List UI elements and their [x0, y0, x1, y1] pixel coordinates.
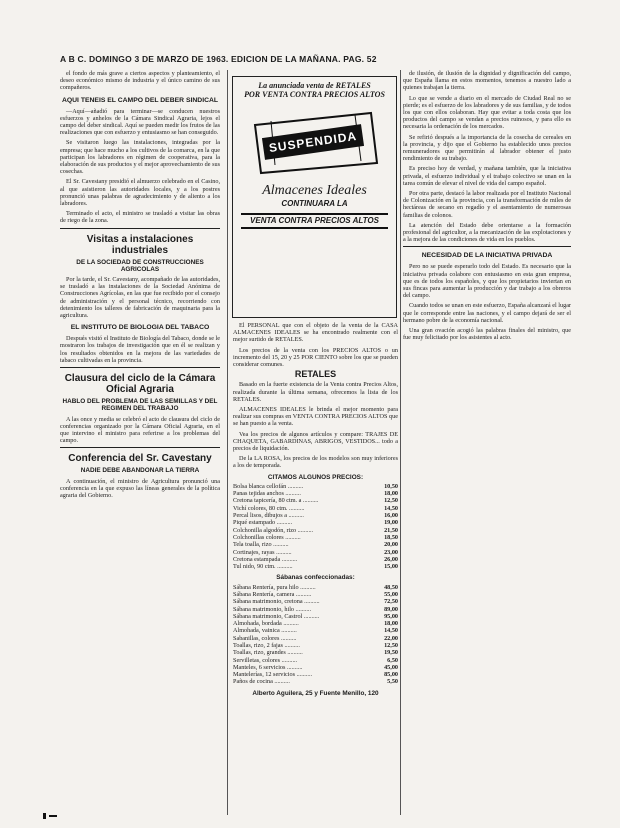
store-logo-text: Almacenes Ideales [262, 183, 367, 198]
ad-headline-line-2: POR VENTA CONTRA PRECIOS ALTOS [244, 90, 385, 99]
price-row [233, 549, 398, 556]
price-row [233, 678, 398, 685]
paragraph: Después visitó el Instituto de Biología del Tabaco, donde se le mostraron los trabajos de investigación que en él se realizan y los resultados obtenidos en la mejora de las variedades de tabaco cultivadas en la provincia. [60, 335, 220, 364]
price-item-name: Toallas, rizo, 2 fajas .......... [233, 642, 300, 649]
price-row [233, 606, 398, 613]
paragraph: de ilusión, de ilusión de la dignidad y dignificación del campo, que España llama en estos momentos, tenemos a nuestro lado a quienes trabajan la tierra. [403, 70, 571, 92]
price-row [233, 527, 398, 534]
page-corner-mark [42, 812, 58, 820]
price-row [233, 613, 398, 620]
price-item-value: 23,00 [384, 548, 398, 556]
suspended-stamp: SUSPENDIDA [261, 124, 363, 160]
price-row [233, 671, 398, 678]
price-item-name: Sábana matrimonio, Castrol .......... [233, 612, 320, 620]
price-item-value: 19,00 [384, 519, 398, 527]
price-row [233, 584, 398, 591]
column-left [60, 70, 220, 815]
divider [60, 447, 220, 448]
price-item-name: Piqué estampado .......... [233, 519, 293, 527]
paragraph: A continuación, el ministro de Agricultura pronunció una conferencia en la que expuso las líneas generales de la política agraria del Gobierno. [60, 477, 220, 499]
price-item-name: Sabanillas, colores .......... [233, 634, 297, 642]
corner-mark-icon [42, 812, 58, 820]
ad-continuation: CONTINUARA LA [281, 199, 348, 208]
price-row [233, 563, 398, 570]
price-item-name: Colchonillas colores .......... [233, 533, 301, 541]
price-item-name: Almohada, bordada .......... [233, 620, 299, 628]
price-row [233, 534, 398, 541]
column-rule-left [227, 70, 228, 815]
price-item-value: 10,50 [384, 482, 398, 490]
divider [60, 228, 220, 229]
divider [60, 367, 220, 368]
paragraph: Lo que se vende a diario en el mercado de Ciudad Real no se pierde; es el esfuerzo de los labradores y de sus familias, y de todos los que con ellos colaboran. Hay que evitar a toda costa que los productos del campo se vendan a precios ruinosos, y para ello es necesaria la ordenación de los mercados. [403, 94, 571, 131]
paragraph: Cuando todos se unan en este esfuerzo, España alcanzará el lugar que le corresponde entre las naciones, y el campo dejará de ser el hermano pobre de la economía nacional. [403, 302, 571, 324]
price-item-name: Cortinajes, rayas .......... [233, 548, 292, 556]
price-item-value: 19,50 [384, 649, 398, 657]
price-row [233, 541, 398, 548]
price-row [233, 649, 398, 656]
ad-slogan: VENTA CONTRA PRECIOS ALTOS [241, 213, 388, 229]
price-item-name: Almohada, vainica .......... [233, 627, 297, 635]
paragraph: Terminado el acto, el ministro se trasladó a visitar las obras de riego de la zona. [60, 210, 220, 225]
price-row [233, 497, 398, 504]
column-right [403, 70, 571, 815]
price-item-value: 26,00 [384, 555, 398, 563]
price-item-name: Sábana Rentería, pura hilo .......... [233, 583, 316, 591]
price-row [233, 657, 398, 664]
section-heading: NECESIDAD DE LA INICIATIVA PRIVADA [421, 252, 553, 260]
price-row [233, 627, 398, 634]
paragraph: Se refirió después a la importancia de la cosecha de cereales en la provincia, y dijo que el Gobierno ha establecido unos precios remuneradores que permitirán al labrador obtener el justo rendimiento de su trabajo. [403, 133, 571, 163]
price-item-value: 16,00 [384, 512, 398, 520]
paragraph: el fondo de más grave a ciertos aspectos y planteamiento, el deseo económico mismo de industria y el único camino de sus compañeros. [60, 70, 220, 92]
price-item-name: Cretona tapicería, 80 ctm. a .......... [233, 497, 319, 505]
paragraph: ALMACENES IDEALES le brinda el mejor momento para realizar sus compras en VENTA CONTRA PRECIOS ALTOS que se han puesto a la venta. [233, 406, 398, 428]
paragraph: Los precios de la venta con los PRECIOS ALTOS o un incremento del 15, 20 y 25 POR CIENTO sobre los que se pueden considerar comunes. [233, 346, 398, 369]
price-item-name: Percal lisos, dibujos a .......... [233, 512, 304, 520]
price-item-name: Tul nido, 90 ctm. .......... [233, 563, 293, 571]
store-address: Alberto Aguilera, 25 y Fuente Menillo, 120 [252, 689, 379, 697]
price-item-value: 6,50 [387, 656, 398, 664]
paragraph: Pero no se puede esperarlo todo del Estado. Es necesario que la iniciativa privada colabore con entusiasmo en esta gran empresa, que es de todos los españoles, y que los propietarios inviertan en sus fincas para aumentar la producción y dar trabajo a los obreros del campo. [403, 263, 571, 300]
section-heading: EL INSTITUTO DE BIOLOGIA DEL TABACO [70, 324, 210, 332]
price-item-name: Sábana Rentería, camera .......... [233, 590, 312, 598]
article-subheading: DE LA SOCIEDAD DE CONSTRUCCIONES AGRICOLAS [76, 258, 204, 273]
price-row [233, 591, 398, 598]
price-list [233, 584, 398, 686]
price-row [233, 519, 398, 526]
price-item-value: 55,00 [384, 590, 398, 598]
paragraph: Vea los precios de algunos artículos y compare: TRAJES DE CHAQUETA, GABARDINAS, ABRIGOS, VESTIDOS... todo a precios de liquidación. [233, 430, 398, 453]
article-headline: Visitas a instalaciones industriales [86, 233, 194, 256]
price-item-value: 12,50 [384, 642, 398, 649]
price-item-name: Servilletas, colores .......... [233, 656, 298, 664]
price-item-value: 22,00 [384, 634, 398, 642]
article-headline: Clausura del ciclo de la Cámara Oficial Agraria [64, 373, 216, 396]
price-item-value: 85,00 [384, 671, 398, 679]
suspended-stamp-illustration [251, 107, 379, 177]
price-item-value: 21,50 [384, 526, 398, 534]
paragraph: El Sr. Cavestany presidió el almuerzo celebrado en el Casino, al que asistieron las autoridades locales, y a los postres pronunció unas palabras de agradecimiento y de aliento a los labradores. [60, 178, 220, 208]
price-row [233, 505, 398, 512]
price-row [233, 664, 398, 671]
paragraph: La atención del Estado debe orientarse a la formación profesional del agricultor, a la mecanización de las explotaciones y a la mejora de las condiciones de vida en los pueblos. [403, 221, 571, 244]
price-list [233, 483, 398, 571]
article-subheading: NADIE DEBE ABANDONAR LA TIERRA [80, 467, 200, 475]
price-item-value: 95,00 [384, 612, 398, 620]
page-header: A B C. DOMINGO 3 DE MARZO DE 1963. EDICION DE LA MAÑANA. PAG. 52 [60, 54, 377, 64]
price-item-name: Vichí colores, 80 ctm. .......... [233, 504, 305, 512]
price-item-value: 20,00 [384, 541, 398, 549]
price-item-value: 89,00 [384, 605, 398, 613]
price-item-name: Cretona estampada .......... [233, 555, 298, 563]
price-row [233, 635, 398, 642]
paragraph: —Aquí—añadió para terminar—se conducen nuestros esfuerzos y anhelos de la Cámara Sindical Agraria, lejos el campo del deber sindical. Aquí se pueden medir los frutos de las realizaciones que con esfuerzo y entusiasmo se han conseguido. [60, 107, 220, 137]
paragraph: El PERSONAL que con el objeto de la venta de la CASA ALMACENES IDEALES se ha encontrado realmente con el mejor surtido de RETALES. [233, 322, 398, 344]
ad-headline [233, 81, 396, 99]
price-item-value: 18,50 [384, 533, 398, 541]
price-row [233, 642, 398, 649]
price-item-name: Sábana matrimonio, hilo .......... [233, 605, 312, 613]
price-row [233, 598, 398, 605]
paragraph: Es preciso hoy de verdad, y mañana también, que la iniciativa privada, el esfuerzo individual y el trabajo colectivo se unan en la tarea común de elevar el nivel de vida del campo español. [403, 165, 571, 187]
price-item-value: 12,50 [384, 497, 398, 505]
price-row [233, 620, 398, 627]
price-item-value: 48,50 [384, 583, 398, 591]
price-list-heading: CITAMOS ALGUNOS PRECIOS: [267, 473, 364, 481]
price-item-value: 18,00 [384, 620, 398, 628]
price-item-value: 14,50 [384, 627, 398, 635]
price-row [233, 490, 398, 497]
price-item-value: 45,00 [384, 663, 398, 671]
paragraph: Basado en la fuerte existencia de la Venta contra Precios Altos, realizada durante la última semana, ofrecemos la lista de los RETALES. [233, 381, 398, 403]
price-row [233, 556, 398, 563]
paragraph: Una gran ovación acogió las palabras finales del ministro, que fue muy felicitado por los asistentes al acto. [403, 327, 571, 342]
price-item-value: 18,00 [384, 490, 398, 498]
retales-heading: RETALES [294, 369, 337, 380]
price-item-value: 5,50 [387, 678, 398, 686]
article-headline: Conferencia del Sr. Cavestany [68, 453, 212, 465]
price-row [233, 483, 398, 490]
divider [403, 246, 571, 247]
price-item-value: 15,00 [384, 563, 398, 571]
paragraph: Por la tarde, el Sr. Cavestany, acompañado de las autoridades, se trasladó a las instalaciones de la Sociedad Anónima de Construcciones Agrícolas, en las que fue recibido por el consejo de administración y el personal técnico, recorriendo con detenimiento los talleres de fabricación de maquinaria para la agricultura. [60, 276, 220, 320]
price-list-heading: Sábanas confeccionadas: [276, 574, 355, 582]
price-row [233, 512, 398, 519]
price-item-name: Toallas, rizo, grandes .......... [233, 649, 303, 657]
price-item-name: Bolsa blanca cellofán .......... [233, 482, 304, 490]
section-heading: AQUI TENEIS EL CAMPO DEL DEBER SINDICAL [61, 96, 219, 104]
ad-headline-line-1: La anunciada venta de RETALES [258, 81, 371, 90]
price-item-value: 14,50 [384, 504, 398, 512]
price-item-name: Sábana matrimonio, cretona .......... [233, 598, 320, 606]
paragraph: Por otra parte, destacó la labor realizada por el Instituto Nacional de Colonización en la provincia, con la transformación de miles de hectáreas de secano en regadío y el asentamiento de numerosas familias de colonos. [403, 190, 571, 219]
column-center [233, 322, 398, 815]
price-item-name: Manteles, 6 servicios .......... [233, 663, 303, 671]
price-item-name: Paños de cocina .......... [233, 678, 290, 686]
advertisement-box [232, 76, 397, 318]
column-rule-right [400, 70, 401, 815]
paragraph: A las once y media se celebró el acto de clausura del ciclo de conferencias organizado por la Cámara Oficial Agraria, en el que intervino el ministro para referirse a los problemas del campo. [60, 415, 220, 445]
paragraph: Se visitaron luego las instalaciones, integradas por la empresa; que hace mucho a los cultivos de la comarca, en la que participan los labradores en régimen de cooperativa, para la elaboración de sus productos y el mejor aprovechamiento de sus cosechas. [60, 139, 220, 176]
price-item-name: Panas tejidas anchos .......... [233, 490, 301, 498]
paragraph: De la LA ROSA, los precios de los modelos son muy inferiores a los de temporada. [233, 455, 398, 470]
article-subheading: HABLO DEL PROBLEMA DE LAS SEMILLAS Y DEL REGIMEN DEL TRABAJO [62, 398, 218, 413]
price-item-value: 72,50 [384, 598, 398, 606]
price-item-name: Tela toalla, rizo .......... [233, 541, 289, 549]
price-item-name: Mantelerías, 12 servicios .......... [233, 671, 313, 679]
price-item-name: Colchonilla algodón, rizo .......... [233, 526, 314, 534]
